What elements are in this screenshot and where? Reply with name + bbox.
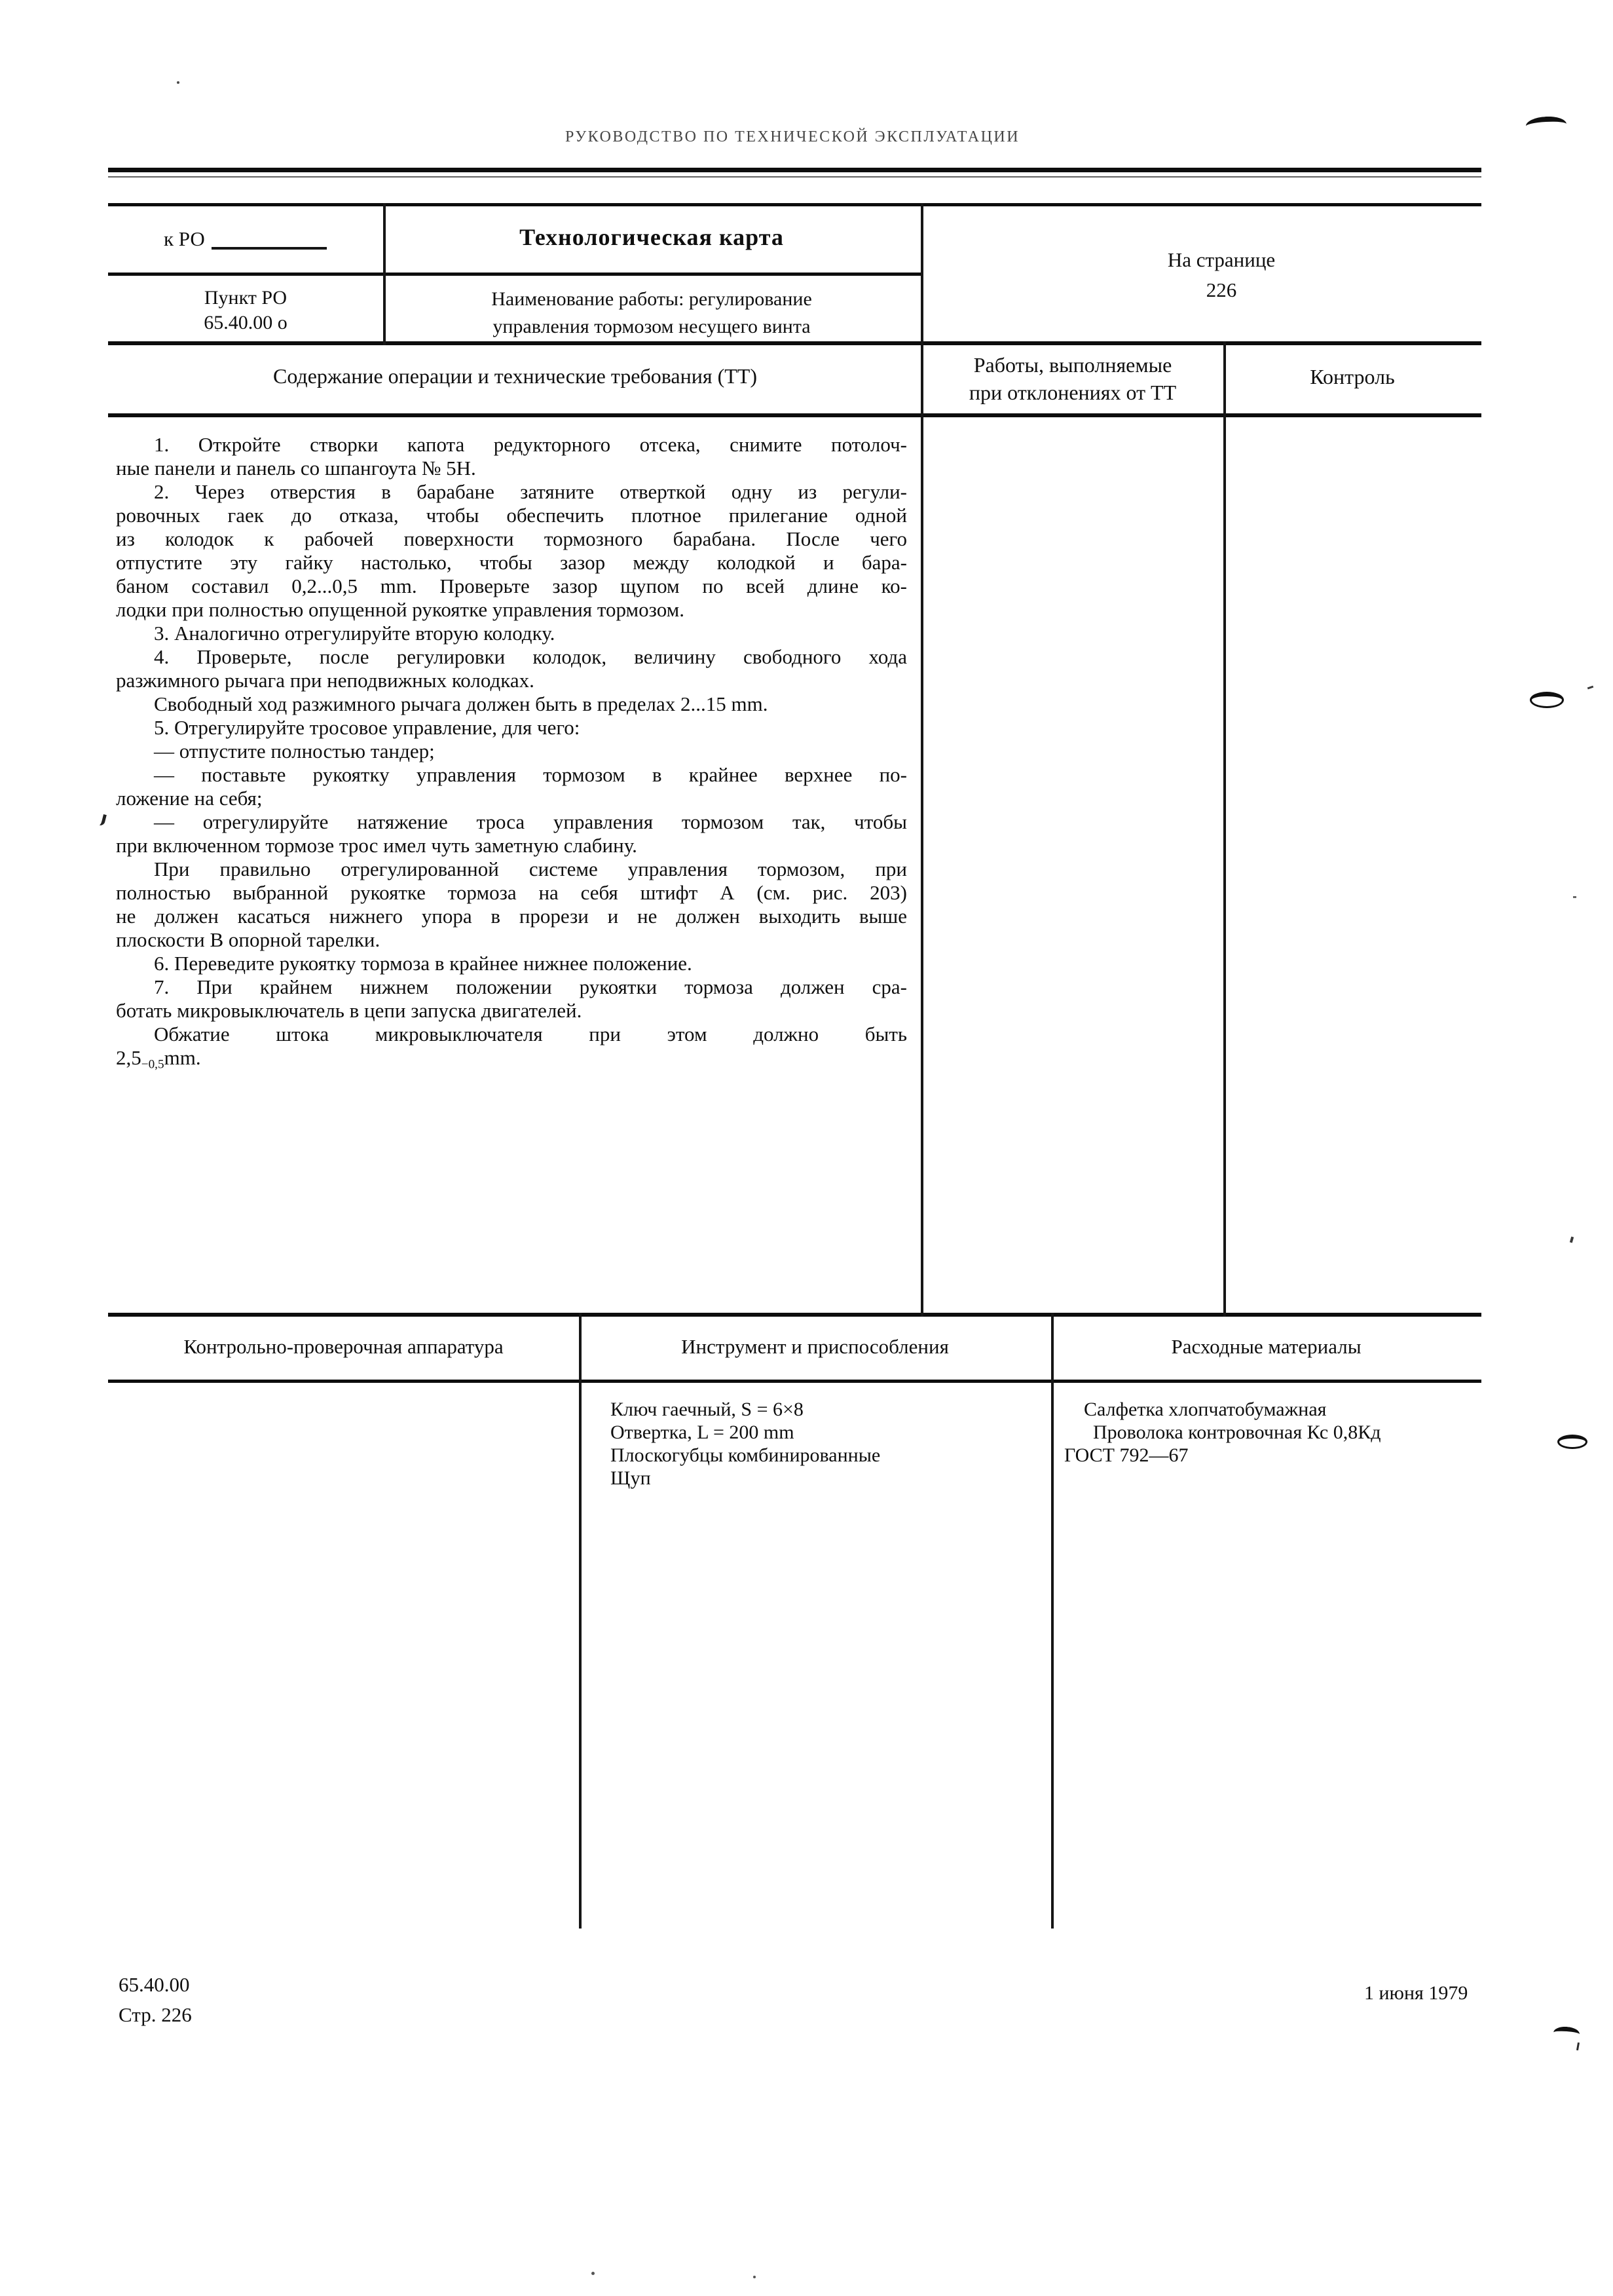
k-ro-label: к РО: [164, 227, 205, 250]
tool-item: Плоскогубцы комбинированные: [610, 1444, 881, 1466]
procedure-line: 1. Откройте створки капота редукторного отсека, снимите потолоч-: [154, 433, 907, 456]
procedure-line: ровочных гаек до отказа, чтобы обеспечить плотное прилегание одной: [116, 504, 907, 527]
on-page-label: На странице: [1167, 248, 1276, 271]
procedure-line: — отрегулируйте натяжение троса управления тормозом так, чтобы: [154, 810, 907, 833]
tool-item: Ключ гаечный, S = 6×8: [610, 1399, 804, 1420]
column-header-bottom-rule: [108, 413, 1481, 417]
procedure-paragraph: [116, 716, 907, 740]
deviations-control-divider: [1223, 341, 1226, 1317]
scan-ellipse-mark-right-2: [1557, 1435, 1587, 1449]
procedure-line: ные панели и панель со шпангоута № 5Н.: [116, 457, 476, 480]
procedure-line: 4. Проверьте, после регулировки колодок, величину свободного хода: [154, 645, 907, 668]
procedure-line: ботать микровыключатель в цепи запуска двигателей.: [116, 999, 582, 1022]
top-rule: [108, 168, 1481, 172]
scan-speck-artifact-1: [1587, 686, 1593, 690]
scan-speck-artifact-2: [1570, 1237, 1574, 1243]
on-page-number: 226: [1206, 278, 1237, 301]
lower-table-vertical-1: [579, 1313, 582, 1929]
card-header-top-rule: [108, 203, 1481, 206]
procedure-line: Свободный ход разжимного рычага должен быть в пределах 2...15 mm.: [154, 692, 768, 715]
deviations-header-line2: при отклонениях от ТТ: [969, 381, 1177, 404]
procedure-line: лодки при полностью опущенной рукоятке управления тормозом.: [116, 598, 684, 621]
scan-dot-artifact-1: [177, 81, 179, 84]
procedure-line: $2,5_{-0,5}mm$.: [116, 1046, 201, 1072]
top-rule-echo: [108, 176, 1481, 178]
card-title: Технологическая карта: [519, 224, 784, 250]
scan-crescent-mark-bottom: [1553, 2026, 1580, 2041]
work-name-line1: Наименование работы: регулирование: [491, 288, 812, 310]
procedure-paragraph: [116, 740, 907, 763]
k-ro-blank-underline: [212, 247, 327, 250]
material-item: Проволока контровочная Кс 0,8Кд: [1093, 1421, 1381, 1443]
procedure-line: разжимного рычага при неподвижных колодках.: [116, 669, 534, 692]
procedure-paragraph: [116, 433, 907, 480]
material-item: ГОСТ 792—67: [1064, 1444, 1189, 1466]
procedure-line: отпустите эту гайку настолько, чтобы зазор между колодкой и бара-: [116, 551, 907, 574]
scan-speck-artifact-5: [1573, 896, 1576, 898]
card-header-bottom-rule: [108, 341, 1481, 345]
procedure-line: баном составил 0,2...0,5 mm. Проверьте зазор щупом по всей длине ко-: [116, 574, 907, 597]
procedure-paragraph: [116, 645, 907, 692]
punkt-ro-cell: [108, 286, 383, 335]
procedure-line: 5. Отрегулируйте тросовое управление, для чего:: [154, 716, 580, 739]
procedure-line: из колодок к рабочей поверхности тормозного барабана. После чего: [116, 527, 907, 550]
scan-comma-artifact: [94, 812, 107, 826]
lower-table-header-bottom-rule: [108, 1380, 1481, 1383]
tool-item: Щуп: [610, 1467, 651, 1489]
deviations-column-header: [922, 351, 1223, 406]
k-ro-field: [164, 227, 327, 251]
manual-running-title: РУКОВОДСТВО ПО ТЕХНИЧЕСКОЙ ЭКСПЛУАТАЦИИ: [565, 128, 1020, 145]
content-column-header: Содержание операции и технические требования (ТТ): [272, 364, 757, 388]
footer-doc-number: 65.40.00: [119, 1973, 190, 1996]
procedure-line: — поставьте рукоятку управления тормозом в крайнее верхнее по-: [154, 763, 907, 786]
procedure-paragraph: [116, 622, 907, 645]
procedure-paragraph: [116, 810, 907, 857]
procedure-line: 7. При крайнем нижнем положении рукоятки тормоза должен сра-: [154, 975, 907, 998]
procedure-line: 2. Через отверстия в барабане затяните отверткой одну из регули-: [154, 480, 907, 503]
materials-header: Расходные материалы: [1171, 1335, 1362, 1358]
scan-ellipse-mark-right-1: [1530, 692, 1564, 708]
procedure-paragraph: [116, 480, 907, 622]
footer-date: 1 июня 1979: [1364, 1982, 1468, 2004]
procedure-line: 3. Аналогично отрегулируйте вторую колодку.: [154, 622, 555, 645]
procedure-line: ложение на себя;: [116, 787, 263, 810]
control-column-header: Контроль: [1310, 365, 1395, 388]
procedure-line: Обжатие штока микровыключателя при этом должно быть: [154, 1023, 907, 1045]
procedure-paragraph: [116, 692, 907, 716]
work-name-line2: управления тормозом несущего винта: [492, 316, 811, 337]
punkt-ro-value: 65.40.00 о: [204, 312, 287, 333]
procedure-paragraph: [116, 975, 907, 1023]
scan-speck-artifact-4: [753, 2276, 756, 2278]
material-item: Салфетка хлопчатобумажная: [1084, 1399, 1327, 1420]
work-name-cell: [383, 286, 920, 341]
lower-table-top-rule: [108, 1313, 1481, 1317]
card-header-row-divider: [108, 273, 922, 276]
procedure-paragraph: [116, 857, 907, 952]
tool-item: Отвертка, L = 200 mm: [610, 1421, 794, 1443]
procedure-paragraph: [116, 1023, 907, 1076]
procedure-line: полностью выбранной рукоятке тормоза на себя штифт А (см. рис. 203): [116, 881, 907, 904]
procedure-line: — отпустите полностью тандер;: [154, 740, 435, 762]
punkt-ro-label: Пункт РО: [204, 287, 287, 309]
scan-crescent-mark-top: [1525, 115, 1567, 134]
procedure-line: не должен касаться нижнего упора в прорези и не должен выходить выше: [116, 905, 907, 928]
tools-list: [610, 1398, 1043, 1490]
tools-header: Инструмент и приспособления: [681, 1335, 949, 1358]
test-equipment-header: Контрольно-проверочная аппаратура: [183, 1335, 504, 1358]
scan-tick-mark-bottom: [1576, 2042, 1580, 2050]
procedure-paragraph: [116, 763, 907, 810]
on-page-cell: [956, 245, 1487, 305]
procedure-paragraph: [116, 952, 907, 975]
procedure-line: при включенном тормозе трос имел чуть заметную слабину.: [116, 834, 637, 857]
procedure-text: [116, 433, 907, 1076]
footer-page-number: Стр. 226: [119, 2003, 192, 2026]
materials-list: [1051, 1398, 1477, 1467]
scan-speck-artifact-3: [591, 2272, 595, 2275]
procedure-line: При правильно отрегулированной системе управления тормозом, при: [154, 857, 907, 880]
deviations-header-line1: Работы, выполняемые: [973, 353, 1172, 377]
procedure-line: плоскости В опорной тарелки.: [116, 928, 380, 951]
procedure-line: 6. Переведите рукоятку тормоза в крайнее нижнее положение.: [154, 952, 692, 975]
